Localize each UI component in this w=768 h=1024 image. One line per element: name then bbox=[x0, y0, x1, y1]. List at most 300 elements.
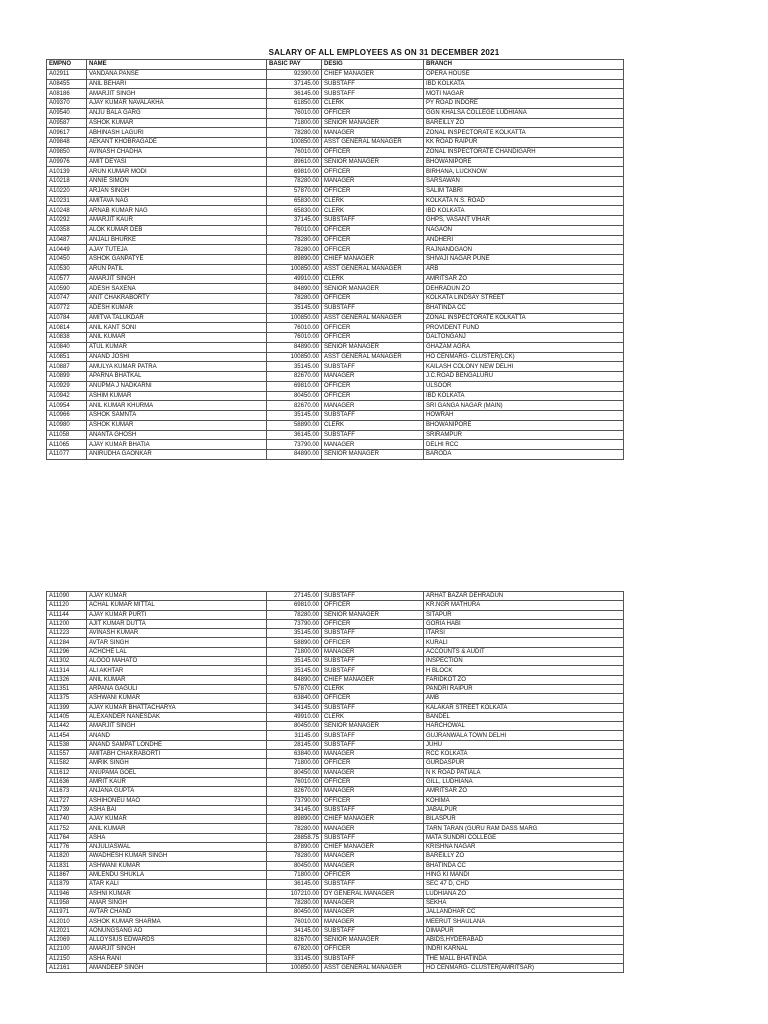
cell-basic-pay: 57870.00 bbox=[267, 186, 322, 196]
cell-desig: SUBSTAFF bbox=[322, 926, 424, 935]
cell-branch: GHPS, VASANT VIHAR bbox=[424, 216, 624, 226]
cell-empno: A10851 bbox=[47, 352, 87, 362]
cell-basic-pay: 34145.00 bbox=[267, 703, 322, 712]
table-row bbox=[47, 601, 624, 610]
cell-empno: A11120 bbox=[47, 601, 87, 610]
cell-name: ANIL KANT SONI bbox=[87, 323, 267, 333]
cell-branch: MEERUT SHAULANA bbox=[424, 917, 624, 926]
cell-name: AVINASH KUMAR bbox=[87, 629, 267, 638]
cell-desig: SENIOR MANAGER bbox=[322, 722, 424, 731]
cell-name: AMRIT KAUR bbox=[87, 777, 267, 786]
cell-name: AVTAR SINGH bbox=[87, 638, 267, 647]
cell-empno: A11302 bbox=[47, 657, 87, 666]
cell-basic-pay: 89890.00 bbox=[267, 815, 322, 824]
cell-branch: IBD KOLKATA bbox=[424, 79, 624, 89]
table-row bbox=[47, 610, 624, 619]
table-row bbox=[47, 333, 624, 343]
table-row bbox=[47, 274, 624, 284]
cell-name: APARNA BHATKAL bbox=[87, 372, 267, 382]
cell-basic-pay: 89890.00 bbox=[267, 255, 322, 265]
cell-basic-pay: 107210.00 bbox=[267, 889, 322, 898]
cell-branch: BARODA bbox=[424, 450, 624, 460]
cell-name: AVTAR CHAND bbox=[87, 908, 267, 917]
header-basic-pay: BASIC PAY bbox=[267, 60, 322, 70]
cell-empno: A11612 bbox=[47, 768, 87, 777]
cell-name: ANJALI BHURKE bbox=[87, 235, 267, 245]
cell-desig: ASST GENERAL MANAGER bbox=[322, 963, 424, 972]
cell-branch: AMRITSAR ZO bbox=[424, 787, 624, 796]
table-row bbox=[47, 108, 624, 118]
cell-empno: A11200 bbox=[47, 619, 87, 628]
cell-desig: OFFICER bbox=[322, 245, 424, 255]
cell-desig: SUBSTAFF bbox=[322, 805, 424, 814]
cell-name: ANIL KUMAR bbox=[87, 333, 267, 343]
table-row bbox=[47, 954, 624, 963]
cell-desig: MANAGER bbox=[322, 128, 424, 138]
cell-empno: A11879 bbox=[47, 880, 87, 889]
cell-name: ATUL KUMAR bbox=[87, 342, 267, 352]
cell-desig: SUBSTAFF bbox=[322, 657, 424, 666]
table-row bbox=[47, 284, 624, 294]
table-row bbox=[47, 880, 624, 889]
cell-basic-pay: 35145.00 bbox=[267, 303, 322, 313]
cell-desig: CLERK bbox=[322, 712, 424, 721]
cell-basic-pay: 69810.00 bbox=[267, 601, 322, 610]
table-row bbox=[47, 391, 624, 401]
cell-empno: A11582 bbox=[47, 759, 87, 768]
cell-basic-pay: 80450.00 bbox=[267, 768, 322, 777]
table-row bbox=[47, 805, 624, 814]
cell-desig: SUBSTAFF bbox=[322, 216, 424, 226]
cell-desig: OFFICER bbox=[322, 777, 424, 786]
table-row bbox=[47, 138, 624, 148]
cell-basic-pay: 28145.00 bbox=[267, 740, 322, 749]
cell-basic-pay: 71800.00 bbox=[267, 870, 322, 879]
header-name: NAME bbox=[87, 60, 267, 70]
cell-desig: SENIOR MANAGER bbox=[322, 342, 424, 352]
header-empno: EMPNO bbox=[47, 60, 87, 70]
table-row bbox=[47, 852, 624, 861]
cell-branch: BILASPUR bbox=[424, 815, 624, 824]
cell-basic-pay: 71800.00 bbox=[267, 647, 322, 656]
cell-name: ARJAN SINGH bbox=[87, 186, 267, 196]
table-row bbox=[47, 342, 624, 352]
cell-branch: DALTONGANJ bbox=[424, 333, 624, 343]
cell-empno: A11820 bbox=[47, 852, 87, 861]
table-row bbox=[47, 712, 624, 721]
cell-empno: A11326 bbox=[47, 675, 87, 684]
cell-branch: JALLANDHAR CC bbox=[424, 908, 624, 917]
cell-empno: A10358 bbox=[47, 225, 87, 235]
cell-branch: KAILASH COLONY NEW DELHI bbox=[424, 362, 624, 372]
cell-empno: A10814 bbox=[47, 323, 87, 333]
cell-branch: SARSAWAN bbox=[424, 177, 624, 187]
cell-name: AJAY TUTEJA bbox=[87, 245, 267, 255]
cell-empno: A11752 bbox=[47, 824, 87, 833]
cell-basic-pay: 89610.00 bbox=[267, 157, 322, 167]
cell-empno: A12100 bbox=[47, 945, 87, 954]
cell-name: AMAR SINGH bbox=[87, 898, 267, 907]
table-row bbox=[47, 235, 624, 245]
cell-desig: CHIEF MANAGER bbox=[322, 815, 424, 824]
cell-basic-pay: 84890.00 bbox=[267, 284, 322, 294]
table-row bbox=[47, 372, 624, 382]
cell-empno: A10747 bbox=[47, 294, 87, 304]
cell-basic-pay: 36145.00 bbox=[267, 880, 322, 889]
cell-desig: OFFICER bbox=[322, 167, 424, 177]
cell-basic-pay: 69810.00 bbox=[267, 167, 322, 177]
cell-desig: SENIOR MANAGER bbox=[322, 935, 424, 944]
table-row bbox=[47, 731, 624, 740]
cell-branch: RAJNANDGAON bbox=[424, 245, 624, 255]
table-row bbox=[47, 313, 624, 323]
cell-name: AMITAVA NAG bbox=[87, 196, 267, 206]
table-row bbox=[47, 69, 624, 79]
cell-empno: A10487 bbox=[47, 235, 87, 245]
cell-branch: SRIRAMPUR bbox=[424, 430, 624, 440]
table-row bbox=[47, 450, 624, 460]
cell-empno: A10838 bbox=[47, 333, 87, 343]
cell-desig: OFFICER bbox=[322, 694, 424, 703]
table-row bbox=[47, 294, 624, 304]
table-row bbox=[47, 694, 624, 703]
cell-empno: A10980 bbox=[47, 420, 87, 430]
cell-branch: INSPECTION bbox=[424, 657, 624, 666]
cell-branch: GILL, LUDHIANA bbox=[424, 777, 624, 786]
cell-name: AMIT DEYASI bbox=[87, 157, 267, 167]
cell-branch: HING KI MANDI bbox=[424, 870, 624, 879]
cell-name: ASHOK GANPATYE bbox=[87, 255, 267, 265]
cell-basic-pay: 78280.00 bbox=[267, 235, 322, 245]
cell-basic-pay: 84890.00 bbox=[267, 675, 322, 684]
cell-name: AONUNGSANG AO bbox=[87, 926, 267, 935]
table-row bbox=[47, 401, 624, 411]
cell-name: AJIT KUMAR DUTTA bbox=[87, 619, 267, 628]
cell-name: AMARJIT SINGH bbox=[87, 945, 267, 954]
header-row bbox=[47, 60, 624, 70]
table-row bbox=[47, 703, 624, 712]
cell-empno: A12069 bbox=[47, 935, 87, 944]
cell-empno: A10139 bbox=[47, 167, 87, 177]
table-row bbox=[47, 216, 624, 226]
cell-name: AEKANT KHOBRAGADE bbox=[87, 138, 267, 148]
table-row bbox=[47, 870, 624, 879]
cell-empno: A10231 bbox=[47, 196, 87, 206]
cell-branch: DEHRADUN ZO bbox=[424, 284, 624, 294]
cell-desig: SUBSTAFF bbox=[322, 362, 424, 372]
cell-name: ASHA BAI bbox=[87, 805, 267, 814]
cell-desig: MANAGER bbox=[322, 647, 424, 656]
cell-basic-pay: 36145.00 bbox=[267, 430, 322, 440]
cell-desig: OFFICER bbox=[322, 945, 424, 954]
cell-branch: DIMAPUR bbox=[424, 926, 624, 935]
cell-empno: A11077 bbox=[47, 450, 87, 460]
cell-basic-pay: 84890.00 bbox=[267, 450, 322, 460]
table-row bbox=[47, 945, 624, 954]
cell-branch: H BLOCK bbox=[424, 666, 624, 675]
cell-empno: A11946 bbox=[47, 889, 87, 898]
cell-basic-pay: 61850.00 bbox=[267, 99, 322, 109]
cell-desig: SUBSTAFF bbox=[322, 89, 424, 99]
cell-empno: A10248 bbox=[47, 206, 87, 216]
cell-empno: A11351 bbox=[47, 684, 87, 693]
table-row bbox=[47, 917, 624, 926]
cell-name: ANAND bbox=[87, 731, 267, 740]
cell-branch: GURDASPUR bbox=[424, 759, 624, 768]
cell-desig: CHIEF MANAGER bbox=[322, 69, 424, 79]
cell-branch: RCC KOLKATA bbox=[424, 750, 624, 759]
cell-desig: MANAGER bbox=[322, 440, 424, 450]
cell-basic-pay: 31145.00 bbox=[267, 731, 322, 740]
table-row bbox=[47, 843, 624, 852]
table-row bbox=[47, 303, 624, 313]
document-title: SALARY OF ALL EMPLOYEES AS ON 31 DECEMBER 2021 bbox=[268, 48, 500, 57]
cell-name: ARUN PATIL bbox=[87, 264, 267, 274]
cell-desig: SUBSTAFF bbox=[322, 303, 424, 313]
cell-empno: A11739 bbox=[47, 805, 87, 814]
cell-name: ANJANA GUPTA bbox=[87, 787, 267, 796]
cell-branch: BHOWANIPORE bbox=[424, 420, 624, 430]
cell-branch: ZONAL INSPECTORATE CHANDIGARH bbox=[424, 147, 624, 157]
cell-desig: OFFICER bbox=[322, 638, 424, 647]
table-row bbox=[47, 675, 624, 684]
cell-branch: LUDHIANA ZO bbox=[424, 889, 624, 898]
cell-branch: THE MALL BHATINDA bbox=[424, 954, 624, 963]
cell-desig: CLERK bbox=[322, 274, 424, 284]
cell-empno: A10954 bbox=[47, 401, 87, 411]
cell-branch: OPERA HOUSE bbox=[424, 69, 624, 79]
cell-empno: A10590 bbox=[47, 284, 87, 294]
cell-basic-pay: 78280.00 bbox=[267, 824, 322, 833]
cell-empno: A11557 bbox=[47, 750, 87, 759]
cell-basic-pay: 49910.00 bbox=[267, 274, 322, 284]
cell-branch: KOLKATA LINDSAY STREET bbox=[424, 294, 624, 304]
cell-empno: A11144 bbox=[47, 610, 87, 619]
table-row bbox=[47, 225, 624, 235]
cell-basic-pay: 67820.00 bbox=[267, 945, 322, 954]
cell-basic-pay: 82670.00 bbox=[267, 935, 322, 944]
table-row bbox=[47, 245, 624, 255]
cell-desig: SENIOR MANAGER bbox=[322, 157, 424, 167]
table-row bbox=[47, 889, 624, 898]
cell-name: AMARJIT SINGH bbox=[87, 722, 267, 731]
cell-empno: A11740 bbox=[47, 815, 87, 824]
table-row bbox=[47, 722, 624, 731]
cell-empno: A11058 bbox=[47, 430, 87, 440]
cell-desig: ASST GENERAL MANAGER bbox=[322, 313, 424, 323]
cell-empno: A08455 bbox=[47, 79, 87, 89]
table-row bbox=[47, 381, 624, 391]
cell-name: ASHA bbox=[87, 833, 267, 842]
cell-empno: A11867 bbox=[47, 870, 87, 879]
cell-empno: A10966 bbox=[47, 411, 87, 421]
cell-name: ALEXANDER NANESDAK bbox=[87, 712, 267, 721]
cell-basic-pay: 65830.00 bbox=[267, 196, 322, 206]
cell-name: ABHINASH LAGURI bbox=[87, 128, 267, 138]
cell-name: ALOOO MAHATO bbox=[87, 657, 267, 666]
cell-name: ASHOK KUMAR bbox=[87, 420, 267, 430]
cell-desig: SENIOR MANAGER bbox=[322, 284, 424, 294]
cell-branch: GORIA HABI bbox=[424, 619, 624, 628]
cell-name: AMARJIT KAUR bbox=[87, 216, 267, 226]
cell-empno: A10772 bbox=[47, 303, 87, 313]
cell-basic-pay: 76010.00 bbox=[267, 777, 322, 786]
cell-empno: A10220 bbox=[47, 186, 87, 196]
cell-empno: A11223 bbox=[47, 629, 87, 638]
cell-basic-pay: 58890.00 bbox=[267, 420, 322, 430]
cell-basic-pay: 35145.00 bbox=[267, 657, 322, 666]
cell-desig: OFFICER bbox=[322, 294, 424, 304]
cell-branch: BHOWANIPORE bbox=[424, 157, 624, 167]
cell-name: ASHIHONEU MAO bbox=[87, 796, 267, 805]
cell-branch: HARCHOWAL bbox=[424, 722, 624, 731]
cell-desig: ASST GENERAL MANAGER bbox=[322, 352, 424, 362]
cell-desig: OFFICER bbox=[322, 381, 424, 391]
table-row bbox=[47, 323, 624, 333]
cell-desig: MANAGER bbox=[322, 861, 424, 870]
cell-branch: NAGAON bbox=[424, 225, 624, 235]
table-row bbox=[47, 196, 624, 206]
table-row bbox=[47, 638, 624, 647]
table-row bbox=[47, 89, 624, 99]
cell-desig: MANAGER bbox=[322, 401, 424, 411]
cell-empno: A12150 bbox=[47, 954, 87, 963]
cell-branch: GUJRANWALA TOWN DELHI bbox=[424, 731, 624, 740]
cell-name: AMARJIT SINGH bbox=[87, 274, 267, 284]
cell-empno: A08186 bbox=[47, 89, 87, 99]
cell-name: AMITVA TALUKDAR bbox=[87, 313, 267, 323]
cell-basic-pay: 92390.00 bbox=[267, 69, 322, 79]
cell-empno: A10942 bbox=[47, 391, 87, 401]
cell-name: AMANDEEP SINGH bbox=[87, 963, 267, 972]
cell-basic-pay: 76010.00 bbox=[267, 333, 322, 343]
cell-desig: OFFICER bbox=[322, 333, 424, 343]
cell-empno: A09370 bbox=[47, 99, 87, 109]
cell-desig: OFFICER bbox=[322, 147, 424, 157]
cell-branch: MATA SUNDRI COLLEGE bbox=[424, 833, 624, 842]
cell-branch: ULSOOR bbox=[424, 381, 624, 391]
cell-branch: PANDRI RAIPUR bbox=[424, 684, 624, 693]
cell-name: ATAR KALI bbox=[87, 880, 267, 889]
cell-branch: KALAKAR STREET KOLKATA bbox=[424, 703, 624, 712]
cell-basic-pay: 65830.00 bbox=[267, 206, 322, 216]
cell-empno: A10929 bbox=[47, 381, 87, 391]
cell-name: AJAY KUMAR PURTI bbox=[87, 610, 267, 619]
table-row bbox=[47, 99, 624, 109]
cell-name: ANJULIASWAL bbox=[87, 843, 267, 852]
cell-desig: OFFICER bbox=[322, 323, 424, 333]
cell-desig: SUBSTAFF bbox=[322, 629, 424, 638]
table-row bbox=[47, 861, 624, 870]
cell-branch: MOTI NAGAR bbox=[424, 89, 624, 99]
cell-branch: KOHIMA bbox=[424, 796, 624, 805]
cell-name: ASHOK KUMAR bbox=[87, 118, 267, 128]
table-row bbox=[47, 908, 624, 917]
salary-table-bottom bbox=[46, 591, 624, 973]
cell-name: ANIL KUMAR KHURMA bbox=[87, 401, 267, 411]
cell-branch: SEKHA bbox=[424, 898, 624, 907]
cell-desig: CHIEF MANAGER bbox=[322, 843, 424, 852]
cell-desig: SENIOR MANAGER bbox=[322, 610, 424, 619]
cell-name: AJAY KUMAR bbox=[87, 815, 267, 824]
cell-empno: A11971 bbox=[47, 908, 87, 917]
cell-branch: KR.NGR MATHURA bbox=[424, 601, 624, 610]
cell-empno: A11284 bbox=[47, 638, 87, 647]
cell-branch: J.C.ROAD BENGALURU bbox=[424, 372, 624, 382]
cell-branch: PROVIDENT FUND bbox=[424, 323, 624, 333]
cell-empno: A10840 bbox=[47, 342, 87, 352]
table-row bbox=[47, 157, 624, 167]
cell-name: ADESH SAXENA bbox=[87, 284, 267, 294]
cell-name: ASHIM KUMAR bbox=[87, 391, 267, 401]
cell-empno: A09617 bbox=[47, 128, 87, 138]
cell-basic-pay: 27145.00 bbox=[267, 592, 322, 601]
cell-branch: FARIDKOT ZO bbox=[424, 675, 624, 684]
cell-basic-pay: 84890.00 bbox=[267, 342, 322, 352]
cell-empno: A10887 bbox=[47, 362, 87, 372]
table-row bbox=[47, 657, 624, 666]
cell-empno: A09540 bbox=[47, 108, 87, 118]
cell-branch: ARB bbox=[424, 264, 624, 274]
table-row bbox=[47, 264, 624, 274]
cell-desig: SUBSTAFF bbox=[322, 79, 424, 89]
cell-name: AMARJIT SINGH bbox=[87, 89, 267, 99]
cell-basic-pay: 57870.00 bbox=[267, 684, 322, 693]
cell-name: ANIL BEHARI bbox=[87, 79, 267, 89]
table-row bbox=[47, 177, 624, 187]
cell-empno: A11538 bbox=[47, 740, 87, 749]
cell-empno: A11375 bbox=[47, 694, 87, 703]
cell-name: ASHNI KUMAR bbox=[87, 889, 267, 898]
cell-basic-pay: 82670.00 bbox=[267, 372, 322, 382]
cell-empno: A11636 bbox=[47, 777, 87, 786]
cell-branch: JABALPUR bbox=[424, 805, 624, 814]
table-row bbox=[47, 926, 624, 935]
cell-basic-pay: 80450.00 bbox=[267, 908, 322, 917]
cell-name: VANDANA PANSE bbox=[87, 69, 267, 79]
cell-branch: KK ROAD RAIPUR bbox=[424, 138, 624, 148]
cell-empno: A11442 bbox=[47, 722, 87, 731]
cell-branch: TARN TARAN (GURU RAM DASS MARG bbox=[424, 824, 624, 833]
cell-name: ASHA RANI bbox=[87, 954, 267, 963]
cell-empno: A09976 bbox=[47, 157, 87, 167]
cell-basic-pay: 76010.00 bbox=[267, 147, 322, 157]
cell-name: ACHCHE LAL bbox=[87, 647, 267, 656]
cell-empno: A10450 bbox=[47, 255, 87, 265]
cell-desig: MANAGER bbox=[322, 824, 424, 833]
cell-empno: A11090 bbox=[47, 592, 87, 601]
cell-empno: A11831 bbox=[47, 861, 87, 870]
cell-basic-pay: 78280.00 bbox=[267, 852, 322, 861]
cell-empno: A09587 bbox=[47, 118, 87, 128]
cell-basic-pay: 100850.00 bbox=[267, 313, 322, 323]
cell-basic-pay: 76010.00 bbox=[267, 917, 322, 926]
cell-branch: BHATINDA CC bbox=[424, 861, 624, 870]
cell-desig: MANAGER bbox=[322, 177, 424, 187]
cell-empno: A11776 bbox=[47, 843, 87, 852]
cell-empno: A11727 bbox=[47, 796, 87, 805]
cell-name: ARUN KUMAR MODI bbox=[87, 167, 267, 177]
cell-branch: PY ROAD INDORE bbox=[424, 99, 624, 109]
cell-desig: SUBSTAFF bbox=[322, 833, 424, 842]
cell-name: ASHOK KUMAR SHARMA bbox=[87, 917, 267, 926]
table-row bbox=[47, 759, 624, 768]
cell-name: ANIT CHAKRABORTY bbox=[87, 294, 267, 304]
table-row bbox=[47, 787, 624, 796]
cell-basic-pay: 100850.00 bbox=[267, 138, 322, 148]
cell-branch: SRI GANGA NAGAR (MAIN) bbox=[424, 401, 624, 411]
cell-desig: SUBSTAFF bbox=[322, 592, 424, 601]
